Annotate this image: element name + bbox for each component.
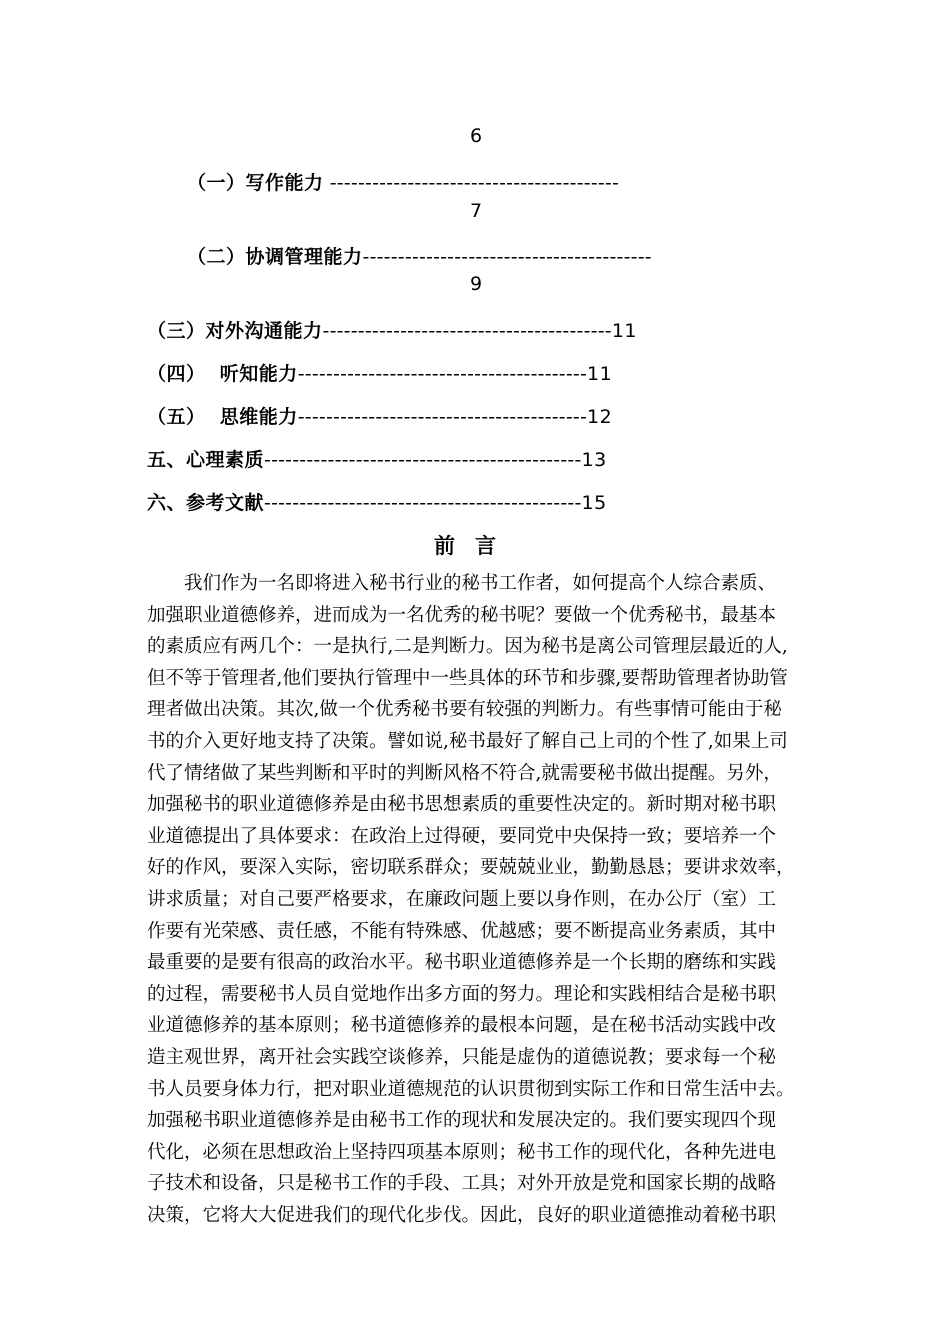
preface-line: 我们作为一名即将进入秘书行业的秘书工作者，如何提高个人综合素质、 <box>184 573 777 594</box>
preface-body <box>147 568 797 1231</box>
toc-entry-psychology[interactable] <box>147 445 607 472</box>
toc-entry-thinking[interactable] <box>147 402 612 429</box>
preface-line: 代了情绪做了某些判断和平时的判断风格不符合,就需要秘书做出提醒。另外， <box>147 762 782 784</box>
preface-line: 讲求质量；对自己要严格要求，在廉政问题上要以身作则，在办公厅（室）工 <box>147 888 777 910</box>
toc-page-number: 9 <box>469 273 483 295</box>
preface-line: 加强秘书职业道德修养是由秘书工作的现状和发展决定的。我们要实现四个现 <box>147 1110 777 1132</box>
toc-leader: ----------------------------------------- <box>297 363 588 385</box>
toc-entry-communication[interactable] <box>147 316 637 343</box>
toc-entry-coordination[interactable] <box>187 242 652 269</box>
toc-entry-listening[interactable] <box>147 359 612 386</box>
toc-page-number: 13 <box>581 449 607 471</box>
toc-entry-title: 五、心理素质 <box>147 449 265 471</box>
toc-page-number: 15 <box>581 492 607 514</box>
toc-entry-title: （一）写作能力 <box>187 172 324 194</box>
toc-entry-writing[interactable] <box>187 168 619 195</box>
toc-entry-title: （三）对外沟通能力 <box>147 320 323 342</box>
preface-line: 最重要的是要有很高的政治水平。秘书职业道德修养是一个长期的磨练和实践 <box>147 952 777 974</box>
toc-entry-title: （五） 思维能力 <box>147 406 298 428</box>
preface-line: 的素质应有两几个：一是执行,二是判断力。因为秘书是离公司管理层最近的人, <box>147 636 788 658</box>
preface-line: 决策，它将大大促进我们的现代化步伐。因此，良好的职业道德推动着秘书职 <box>147 1204 777 1226</box>
toc-entry-title: （二）协调管理能力 <box>187 246 363 268</box>
toc-page-number: 11 <box>611 320 637 342</box>
toc-leader: ----------------------------------------- <box>323 172 620 194</box>
preface-line: 书人员要身体力行，把对职业道德规范的认识贯彻到实际工作和日常生活中去。 <box>147 1078 795 1100</box>
toc-leader: --------------------------------------------- <box>264 492 582 514</box>
preface-line: 子技术和设备，只是秘书工作的手段、工具；对外开放是党和国家长期的战略 <box>147 1173 777 1195</box>
preface-line: 的过程，需要秘书人员自觉地作出多方面的努力。理论和实践相结合是秘书职 <box>147 983 777 1005</box>
preface-line: 造主观世界，离开社会实践空谈修养，只能是虚伪的道德说教；要求每一个秘 <box>147 1046 777 1068</box>
preface-line: 业道德修养的基本原则；秘书道德修养的最根本问题，是在秘书活动实践中改 <box>147 1015 777 1037</box>
toc-page-number: 7 <box>469 200 483 222</box>
toc-leader: ----------------------------------------- <box>297 406 588 428</box>
preface-line: 书的介入更好地支持了决策。譬如说,秘书最好了解自己上司的个性了,如果上司 <box>147 730 788 752</box>
preface-line: 但不等于管理者,他们要执行管理中一些具体的环节和步骤,要帮助管理者协助管 <box>147 667 788 689</box>
preface-line: 作要有光荣感、责任感，不能有特殊感、优越感；要不断提高业务素质，其中 <box>147 920 777 942</box>
preface-line: 加强职业道德修养，进而成为一名优秀的秘书呢？要做一个优秀秘书，最基本 <box>147 604 777 626</box>
toc-entry-title: （四） 听知能力 <box>147 363 298 385</box>
toc-leader: --------------------------------------------- <box>264 449 582 471</box>
preface-line: 加强秘书的职业道德修养是由秘书思想素质的重要性决定的。新时期对秘书职 <box>147 794 777 816</box>
toc-page-number: 11 <box>587 363 613 385</box>
toc-leader: ----------------------------------------- <box>322 320 612 342</box>
toc-entry-references[interactable] <box>147 488 607 515</box>
preface-heading: 前言 <box>434 534 516 558</box>
toc-leader: ----------------------------------------- <box>362 246 652 268</box>
toc-entry-title: 六、参考文献 <box>147 492 265 514</box>
preface-line: 好的作风，要深入实际，密切联系群众；要兢兢业业，勤勤恳恳；要讲求效率， <box>147 857 795 879</box>
toc-page-number: 12 <box>587 406 613 428</box>
preface-line: 业道德提出了具体要求：在政治上过得硬，要同党中央保持一致；要培养一个 <box>147 825 777 847</box>
preface-line: 代化，必须在思想政治上坚持四项基本原则；秘书工作的现代化，各种先进电 <box>147 1141 777 1163</box>
preface-line: 理者做出决策。其次,做一个优秀秘书要有较强的判断力。有些事情可能由于秘 <box>147 699 782 721</box>
toc-page-number: 6 <box>469 125 483 147</box>
